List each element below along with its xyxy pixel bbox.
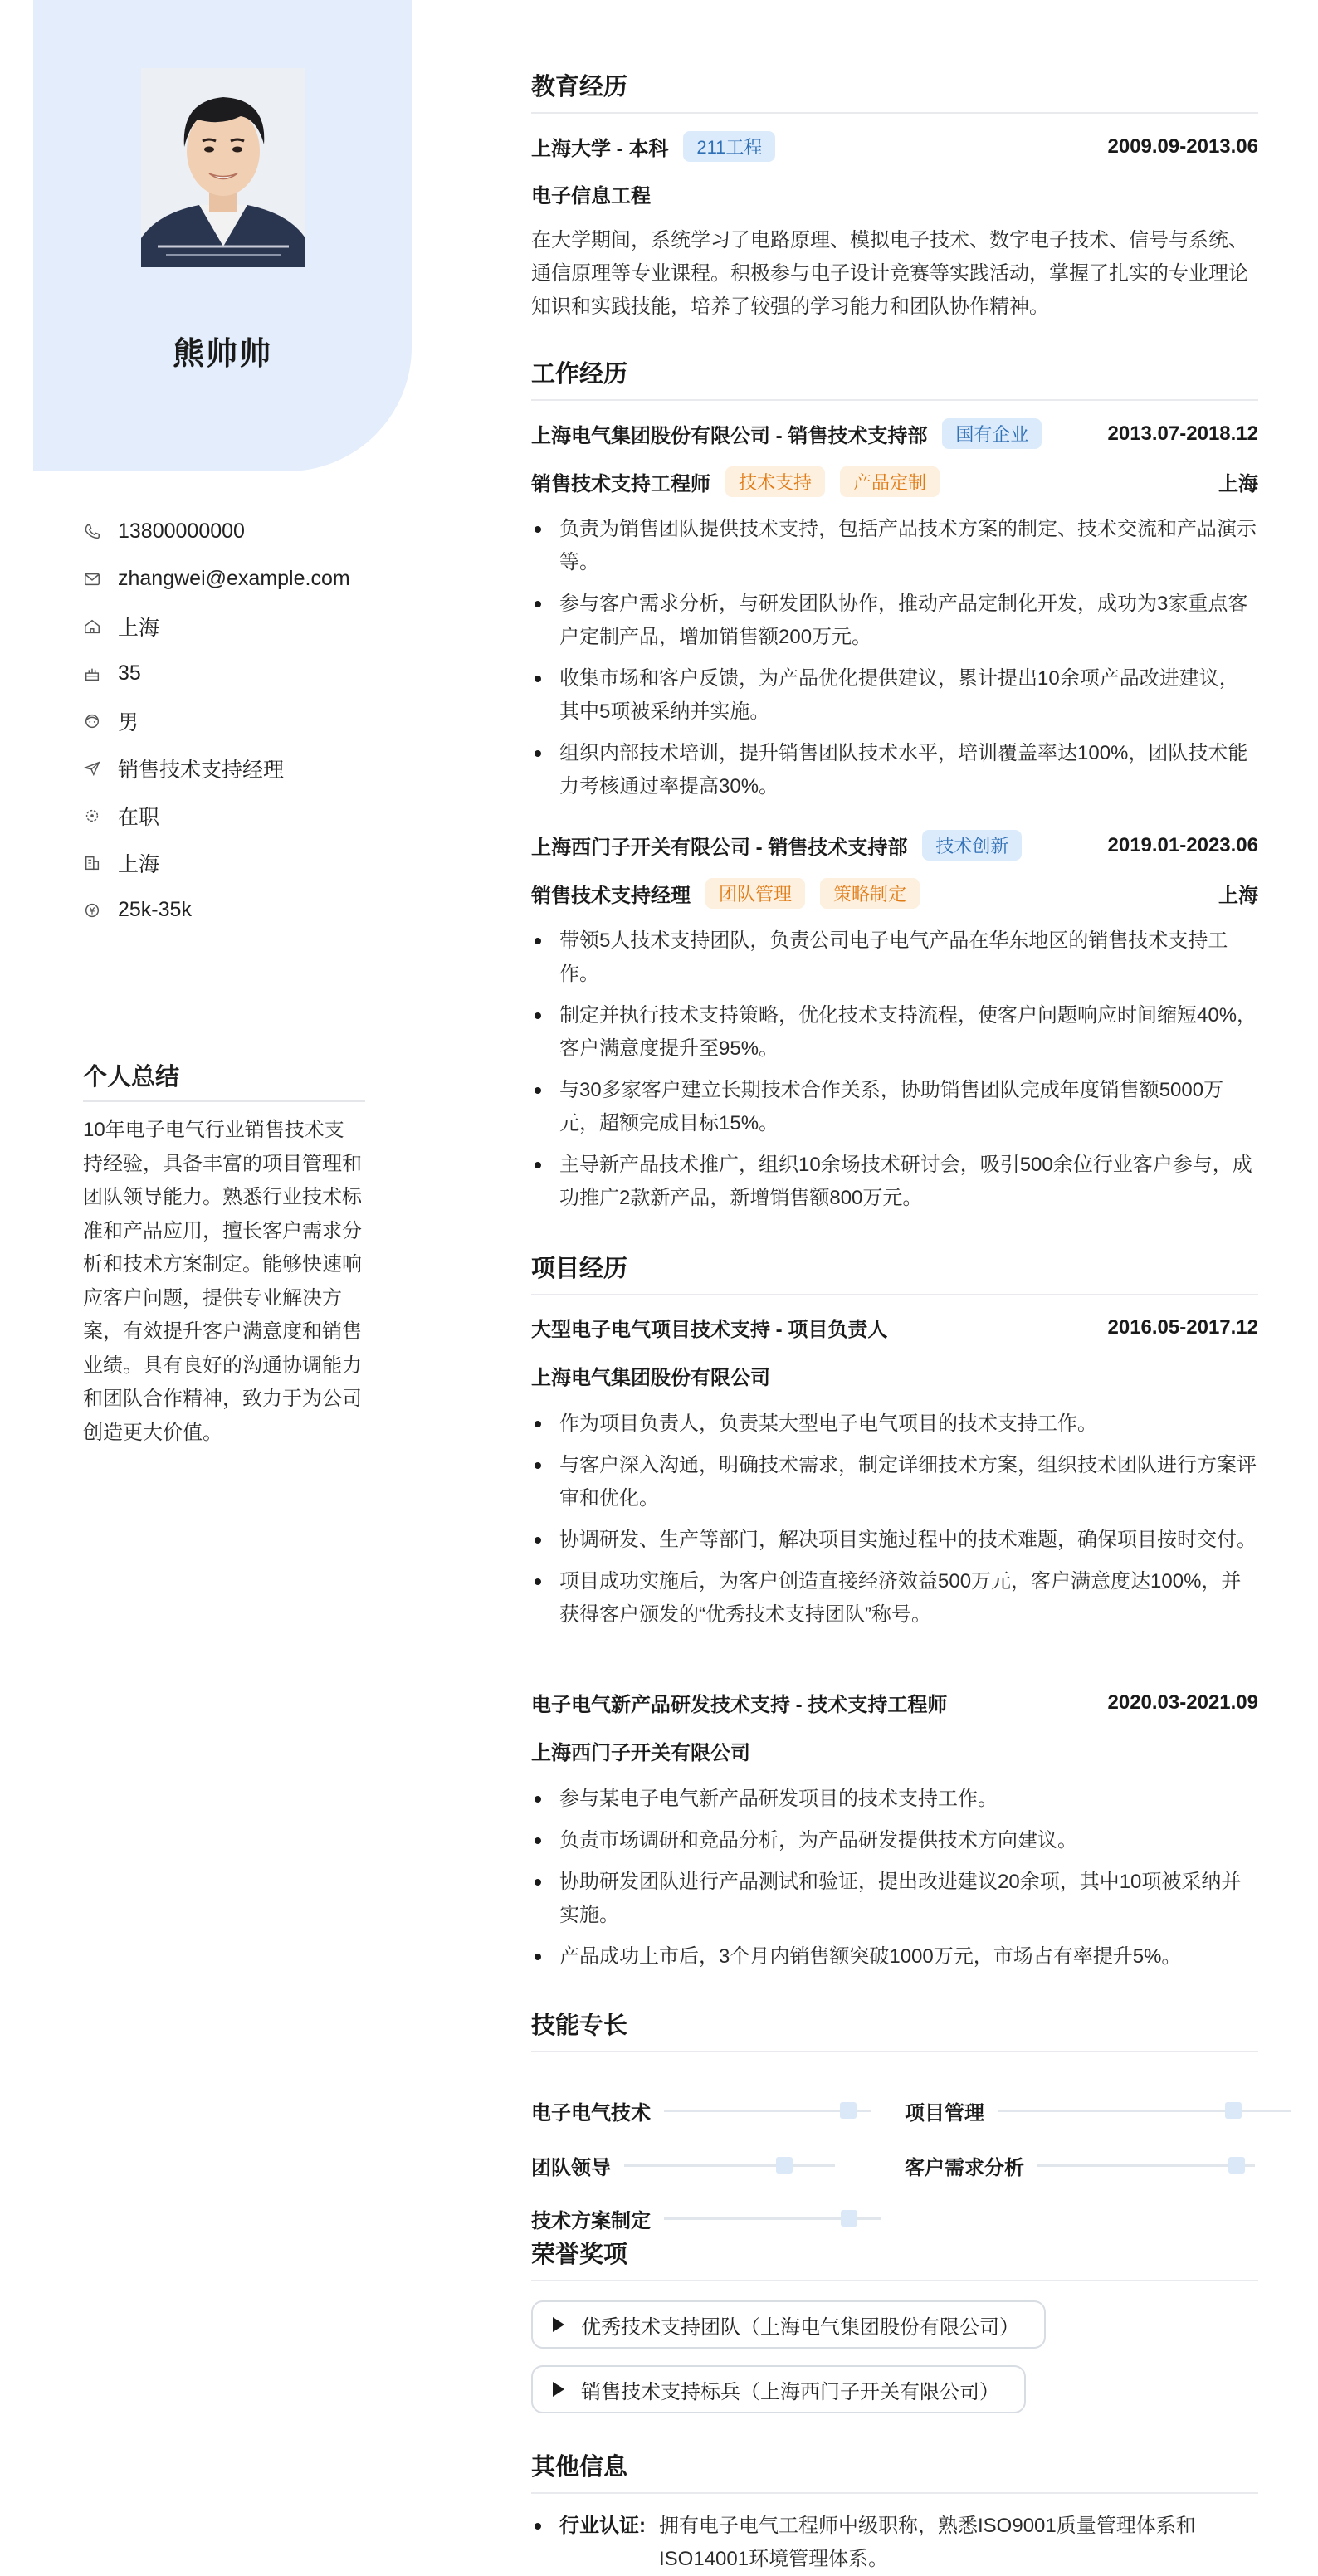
project-1-name: 大型电子电气项目技术支持 - 项目负责人 [531,1319,888,1341]
expand-triangle-icon [553,2382,564,2397]
skill-slider-track [1037,2164,1255,2167]
project-2-company-row [531,1736,1258,1765]
project-2-header [531,1688,1258,1717]
skill-name: 项目管理 [905,2102,984,2125]
award-item-2-text: 销售技术支持标兵（上海西门子开关有限公司） [581,2380,999,2403]
project-2-bullets [531,1783,1258,1982]
info-phone [83,508,415,555]
list-item: 主导新产品技术推广，组织10余场技术研讨会，吸引500余位行业客户参与，成功推广2款新产品，新增销售额800万元。 [531,1149,1258,1215]
building-icon [83,854,101,872]
info-phone-text: 13800000000 [118,520,245,543]
project-2-date: 2020.03-2021.09 [1107,1690,1258,1714]
project-1-header [531,1313,1258,1342]
expand-triangle-icon [553,2317,564,2332]
job-2-role-tag-2: 策略制定 [820,878,920,909]
project-2-company: 上海西门子开关有限公司 [531,1742,750,1764]
phone-icon [83,523,101,541]
info-home [83,603,415,650]
gender-icon [83,712,101,730]
job-1-role-tag-1: 技术支持 [725,466,825,497]
skill-item [531,2151,835,2180]
awards-title: 荣誉奖项 [531,2236,1258,2281]
info-city-text: 上海 [118,852,160,876]
education-tag: 211工程 [683,131,775,162]
skill-item [531,2204,881,2233]
education-major: 电子信息工程 [531,185,651,207]
job-2-company: 上海西门子开关有限公司 - 销售技术支持部 [531,837,908,859]
job-1-role-row [531,466,1258,497]
info-position-text: 销售技术支持经理 [118,758,285,782]
info-position [83,744,415,792]
skill-slider-track [998,2110,1291,2112]
cake-icon [83,665,101,683]
list-item: 带领5人技术支持团队，负责公司电子电气产品在华东地区的销售技术支持工作。 [531,925,1258,991]
info-salary-text: 25k-35k [118,898,192,921]
job-2-role: 销售技术支持经理 [531,885,691,907]
education-date: 2009.09-2013.06 [1107,134,1258,158]
job-1-company: 上海电气集团股份有限公司 - 销售技术支持部 [531,425,928,447]
list-item: 项目成功实施后，为客户创造直接经济效益500万元，客户满意度达100%，并获得客户颁发的“优秀技术支持团队”称号。 [531,1565,1258,1632]
other-text: 拥有电子电气工程师中级职称，熟悉ISO9001质量管理体系和ISO14001环境管理体系。 [659,2515,1196,2570]
education-major-row [531,179,1258,208]
info-email-text: zhangwei@example.com [118,567,350,590]
other-info [531,2510,1258,2576]
list-item: 负责为销售团队提供技术支持，包括产品技术方案的制定、技术交流和产品演示等。 [531,513,1258,579]
avatar [141,68,305,267]
skill-slider-knob [841,2210,857,2227]
project-1-bullets [531,1408,1258,1640]
work-title: 工作经历 [531,355,1258,401]
job-1-city: 上海 [1218,473,1258,495]
skill-name: 客户需求分析 [905,2157,1024,2179]
skill-item [905,2096,1291,2125]
skill-item [905,2151,1255,2180]
education-header [531,131,1258,162]
avatar-portrait [141,68,305,267]
sidebar [0,0,432,2556]
job-2-date: 2019.01-2023.06 [1107,833,1258,856]
project-2-name: 电子电气新产品研发技术支持 - 技术支持工程师 [531,1694,948,1716]
contact-info-list [83,508,415,934]
project-1-date: 2016.05-2017.12 [1107,1315,1258,1339]
info-salary [83,886,415,934]
project-1-company-row [531,1361,1258,1390]
salary-icon [83,901,101,920]
job-2-city: 上海 [1218,885,1258,907]
info-status-text: 在职 [118,805,160,829]
list-item: 协助研发团队进行产品测试和验证，提出改进建议20余项，其中10项被采纳并实施。 [531,1866,1258,1932]
list-item: 制定并执行技术支持策略，优化技术支持流程，使客户问题响应时间缩短40%，客户满意度提升至95%。 [531,999,1258,1066]
projects-title: 项目经历 [531,1250,1258,1295]
job-1-header [531,418,1258,449]
list-item: 与30多家客户建立长期技术合作关系，协助销售团队完成年度销售额5000万元，超额完成目标15%。 [531,1074,1258,1140]
education-desc: 在大学期间，系统学习了电路原理、模拟电子技术、数字电子技术、信号与系统、通信原理等专业课程。积极参与电子设计竞赛等实践活动，掌握了扎实的专业理论知识和实践技能，培养了较强的学习能力和团队协作精神。 [531,229,1248,318]
skill-slider-knob [1225,2102,1242,2119]
list-item: 参与客户需求分析，与研发团队协作，推动产品定制化开发，成功为3家重点客户定制产品，增加销售额200万元。 [531,588,1258,654]
education-title: 教育经历 [531,68,1258,114]
list-item: 组织内部技术培训，提升销售团队技术水平，培训覆盖率达100%，团队技术能力考核通过率提高30%。 [531,737,1258,803]
home-icon [83,617,101,636]
skill-slider-knob [1228,2157,1245,2174]
summary-text: 10年电子电气行业销售技术支持经验，具备丰富的项目管理和团队领导能力。熟悉行业技术标准和产品应用，擅长客户需求分析和技术方案制定。能够快速响应客户问题，提供专业解决方案，有效提升客户满意度和销售业绩。具有良好的沟通协调能力和团队合作精神，致力于为公司创造更大价值。 [83,1119,362,1444]
job-1-tag: 国有企业 [942,418,1042,449]
skill-slider-track [664,2110,871,2112]
skills-title: 技能专长 [531,2007,1258,2052]
skill-name: 团队领导 [531,2157,611,2179]
info-age-text: 35 [118,661,141,685]
list-item: 收集市场和客户反馈，为产品优化提供建议，累计提出10余项产品改进建议，其中5项被采纳并实施。 [531,662,1258,729]
skill-name: 技术方案制定 [531,2210,651,2232]
info-status [83,792,415,839]
job-2-tag: 技术创新 [922,830,1022,861]
other-title: 其他信息 [531,2448,1258,2494]
list-item: 协调研发、生产等部门，解决项目实施过程中的技术难题，确保项目按时交付。 [531,1524,1258,1557]
skill-slider-track [624,2164,835,2167]
skill-name: 电子电气技术 [531,2102,651,2125]
job-1-role-tag-2: 产品定制 [840,466,940,497]
list-item: 作为项目负责人，负责某大型电子电气项目的技术支持工作。 [531,1408,1258,1441]
award-item-1[interactable] [531,2300,1046,2349]
send-icon [83,759,101,778]
award-item-2[interactable] [531,2365,1026,2413]
info-gender [83,697,415,744]
job-2-header [531,830,1258,861]
summary-title: 个人总结 [83,1058,365,1102]
list-item: 参与某电子电气新产品研发项目的技术支持工作。 [531,1783,1258,1816]
job-2-role-tag-1: 团队管理 [705,878,805,909]
award-item-1-text: 优秀技术支持团队（上海电气集团股份有限公司） [581,2315,1019,2339]
job-1-role: 销售技术支持工程师 [531,473,710,495]
education-school: 上海大学 - 本科 [531,138,669,160]
skill-slider-knob [840,2102,857,2119]
info-email [83,555,415,603]
list-item [531,2510,1258,2576]
skill-item [531,2096,871,2125]
list-item: 与客户深入沟通，明确技术需求，制定详细技术方案，组织技术团队进行方案评审和优化。 [531,1449,1258,1515]
skill-slider-track [664,2217,881,2220]
other-label: 行业认证: [559,2515,646,2537]
info-city [83,839,415,886]
job-2-bullets [531,925,1258,1223]
status-icon [83,807,101,825]
project-1-company: 上海电气集团股份有限公司 [531,1367,770,1389]
job-1-bullets [531,513,1258,812]
job-2-role-row [531,878,1258,909]
list-item: 产品成功上市后，3个月内销售额突破1000万元，市场占有率提升5%。 [531,1940,1258,1973]
job-1-date: 2013.07-2018.12 [1107,422,1258,445]
info-home-text: 上海 [118,616,160,640]
info-gender-text: 男 [118,710,139,734]
info-age [83,650,415,697]
skill-slider-knob [776,2157,793,2174]
mail-icon [83,570,101,588]
profile-name: 熊帅帅 [172,337,272,372]
list-item: 负责市场调研和竞品分析，为产品研发提供技术方向建议。 [531,1824,1258,1857]
